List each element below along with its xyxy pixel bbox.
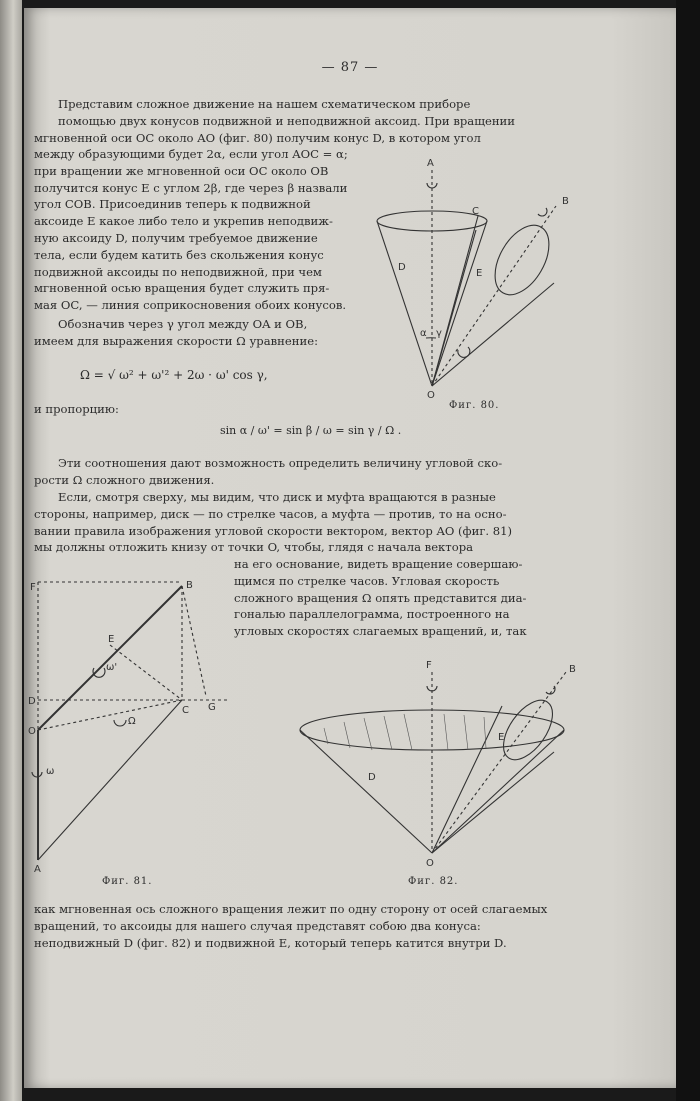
text-line: тела, если будем катить без скольжения конус — [34, 247, 324, 262]
fig82-label-E: E — [498, 732, 505, 743]
page-number: — 87 — — [321, 60, 379, 75]
fig80-label-gamma: γ — [436, 328, 442, 339]
text-line: Если, смотря сверху, мы видим, что диск и муфта вращаются в разные — [58, 490, 496, 504]
fig80-label-D: D — [398, 262, 406, 273]
fig82-label-D: D — [368, 772, 376, 783]
text-line: при вращении же мгновенной оси OC около OB — [34, 163, 329, 178]
fig81-label-E: E — [108, 634, 115, 645]
text-line: мгновенной оси OC около AO (фиг. 80) получим конус D, в котором угол — [34, 130, 481, 145]
paragraph-6 — [34, 901, 600, 951]
text-line: рости Ω сложного движения. — [34, 472, 215, 487]
fig80-label-A: A — [427, 158, 434, 169]
fig81-label-B: B — [186, 580, 193, 591]
text-line: Представим сложное движение на нашем схематическом приборе — [58, 97, 471, 111]
formula-omega: Ω = √ ω² + ω'² + 2ω · ω' cos γ, — [80, 368, 268, 382]
text-line: угол COB. Присоединив теперь к подвижной — [34, 197, 311, 212]
fig80-label-B: B — [562, 196, 569, 207]
caption-fig81: Фиг. 81. — [102, 876, 153, 887]
fig81-label-Omega: Ω — [128, 716, 136, 727]
text-line: на его основание, видеть вращение совершаю- — [234, 557, 523, 571]
fig82-label-B: B — [569, 664, 576, 675]
fig81-label-omega-prime: ω' — [106, 662, 118, 673]
paragraph-3: и пропорцию: — [34, 402, 119, 416]
text-line: Обозначив через γ угол между OA и OB, — [58, 317, 308, 331]
text-line: щимся по стрелке часов. Угловая скорость — [234, 573, 500, 588]
text-line: вании правила изображения угловой скорости вектором, вектор AO (фиг. 81) — [34, 523, 513, 538]
text-line: мы должны отложить книзу от точки O, чтобы, глядя с начала вектора — [34, 540, 474, 555]
text-line: имеем для выражения скорости Ω уравнение: — [34, 333, 318, 348]
fig80-label-E: E — [476, 268, 483, 279]
text-line: вращений, то аксоиды для нашего случая представят собою два конуса: — [34, 918, 481, 933]
text-line: неподвижный D (фиг. 82) и подвижной E, который теперь катится внутри D. — [34, 935, 507, 950]
text-line: подвижной аксоиды по неподвижной, при чем — [34, 264, 322, 279]
text-line: сложного вращения Ω опять представится диа- — [234, 590, 527, 605]
text-line: Эти соотношения дают возможность определить величину угловой ско- — [58, 456, 503, 470]
text-line: гональю параллелограмма, построенного на — [234, 607, 510, 622]
text-line: угловых скоростях слагаемых вращений, и, так — [234, 624, 527, 639]
fig81-label-omega: ω — [46, 766, 55, 777]
text-line: как мгновенная ось сложного вращения лежит по одну сторону от осей слагаемых — [34, 902, 548, 916]
text-line: ную аксоиду D, получим требуемое движение — [34, 230, 318, 245]
text-line: получится конус E с углом 2β, где через β назвали — [34, 180, 348, 195]
text-line: стороны, например, диск — по стрелке часов, а муфта — против, то на осно- — [34, 506, 507, 521]
fig82-label-O: O — [426, 858, 434, 869]
caption-fig80: Фиг. 80. — [449, 400, 500, 411]
text-line: мгновенной осью вращения будет служить пря- — [34, 281, 330, 296]
fig81-label-D: D — [28, 696, 36, 707]
right-background — [676, 0, 700, 1101]
fig81-label-G: G — [208, 702, 216, 713]
left-page-edge — [0, 0, 22, 1101]
caption-fig82: Фиг. 82. — [408, 876, 459, 887]
fig81-label-C: C — [182, 705, 189, 716]
fig80-label-alpha: α — [420, 328, 427, 339]
fig81-label-A: A — [34, 864, 41, 875]
text-line: мая OC, — линия соприкосновения обоих конусов. — [34, 298, 347, 313]
fig80-label-C: C — [472, 206, 479, 217]
book-page — [24, 8, 676, 1088]
fig81-label-F: F — [30, 582, 36, 593]
text-line: помощью двух конусов подвижной и неподвижной аксоид. При вращении — [58, 113, 516, 128]
fig80-label-O: O — [427, 390, 435, 401]
formula-proportion: sin α / ω' = sin β / ω = sin γ / Ω . — [220, 424, 402, 437]
text-line: между образующими будет 2α, если угол AOC = α; — [34, 147, 348, 161]
text-line: аксоиде E какое либо тело и укрепив неподвиж- — [34, 214, 333, 229]
fig82-label-F: F — [426, 660, 432, 671]
fig81-label-O: O — [28, 726, 36, 737]
